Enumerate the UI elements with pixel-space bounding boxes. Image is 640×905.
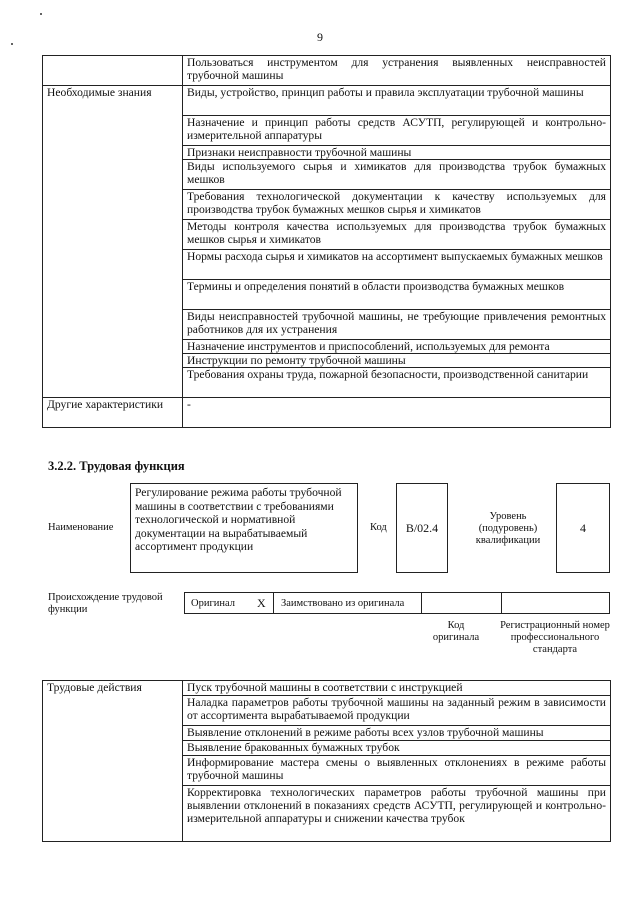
knowledge-item: Назначение инструментов и приспособлений, используемых для ремонта (183, 340, 611, 354)
code-value-box: B/02.4 (396, 483, 448, 573)
knowledge-item: Требования охраны труда, пожарной безопасности, производственной санитарии (183, 368, 611, 398)
origin-original-label: Оригинал (191, 597, 235, 609)
row-label-other-characteristics: Другие характеристики (43, 398, 183, 428)
level-value-box: 4 (556, 483, 610, 573)
section-heading: 3.2.2. Трудовая функция (48, 459, 185, 473)
origin-divider (421, 593, 422, 613)
labor-actions-table (42, 680, 611, 842)
function-name-box: Регулирование режима работы трубочной машины в соответствии с требованиями технологической и нормативной документации на вырабатываемый ассортимент продукции (130, 483, 358, 573)
knowledge-item: Признаки неисправности трубочной машины (183, 146, 611, 160)
origin-reg-caption: Регистрационный номер профессионального стандарта (500, 620, 610, 655)
origin-divider (501, 593, 502, 613)
labor-action-item: Информирование мастера смены о выявленных отклонениях в режиме работы трубочной машины (183, 756, 611, 786)
knowledge-item: Термины и определения понятий в области производства бумажных мешков (183, 280, 611, 310)
origin-mark: X (257, 595, 266, 610)
origin-borrowed-label: Заимствовано из оригинала (281, 597, 405, 609)
knowledge-item: Виды используемого сырья и химикатов для производства трубок бумажных мешков (183, 160, 611, 190)
origin-strip (184, 592, 610, 614)
scan-speck (40, 13, 42, 15)
labor-action-item: Пуск трубочной машины в соответствии с инструкцией (183, 681, 611, 696)
page-number: 9 (317, 30, 323, 44)
level-label: Уровень (подуровень) квалификации (475, 511, 541, 546)
knowledge-item: Методы контроля качества используемых для производства трубок бумажных мешков сырья и химикатов (183, 220, 611, 250)
knowledge-item: Виды, устройство, принцип работы и правила эксплуатации трубочной машины (183, 86, 611, 116)
knowledge-item: Нормы расхода сырья и химикатов на ассортимент выпускаемых бумажных мешков (183, 250, 611, 280)
knowledge-item: Назначение и принцип работы средств АСУТП, регулирующей и контрольно-измерительной аппаратуры (183, 116, 611, 146)
row-label-labor-actions: Трудовые действия (43, 681, 183, 842)
other-characteristics-value: - (183, 398, 611, 428)
labor-action-item: Наладка параметров работы трубочной машины на заданный режим в зависимости от ассортимента вырабатываемой продукции (183, 696, 611, 726)
row-label-empty (43, 56, 183, 86)
name-label: Наименование (48, 522, 114, 533)
origin-label: Происхождение трудовой функции (48, 592, 163, 615)
knowledge-item: Виды неисправностей трубочной машины, не требующие привлечения ремонтных работников для их устранения (183, 310, 611, 340)
knowledge-item: Требования технологической документации к качеству используемых для производства трубок бумажных мешков сырья и химикатов (183, 190, 611, 220)
row-label-required-knowledge: Необходимые знания (43, 86, 183, 398)
origin-divider (273, 593, 274, 613)
scan-speck (11, 43, 13, 45)
skill-item: Пользоваться инструментом для устранения выявленных неисправностей трубочной машины (183, 56, 611, 86)
knowledge-item: Инструкции по ремонту трубочной машины (183, 354, 611, 368)
knowledge-table (42, 55, 611, 428)
labor-action-item: Корректировка технологических параметров работы трубочной машины при выявлении отклонений в показаниях средств АСУТП, регулирующей и контрольно-измерительной аппаратуры и снижении качества трубок (183, 786, 611, 842)
labor-action-item: Выявление бракованных бумажных трубок (183, 741, 611, 756)
origin-code-caption: Код оригинала (432, 620, 480, 643)
labor-action-item: Выявление отклонений в режиме работы всех узлов трубочной машины (183, 726, 611, 741)
code-label: Код (370, 522, 387, 533)
